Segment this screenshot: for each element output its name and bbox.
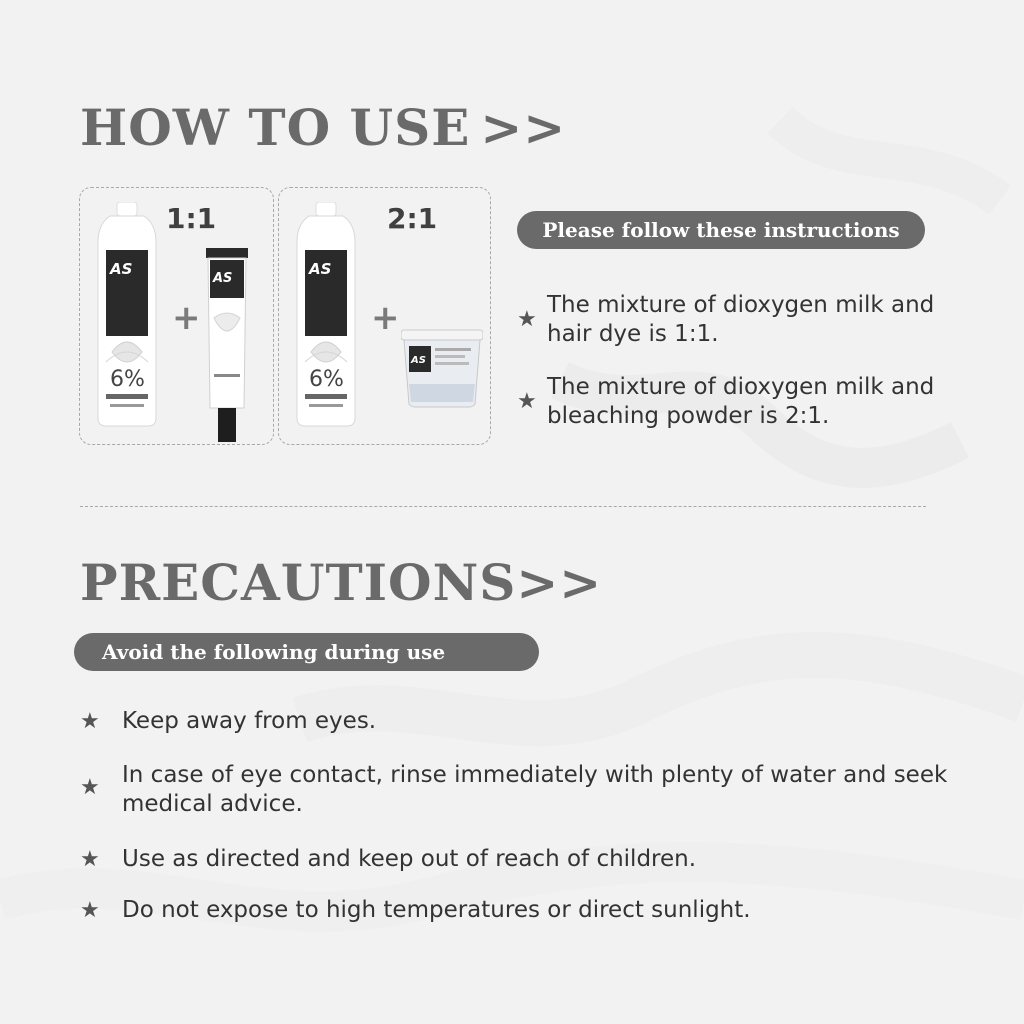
svg-text:AS: AS [411, 355, 426, 366]
hair-dye-tube-image [204, 248, 250, 442]
ratio-panel-1-1 [79, 187, 274, 445]
bottle-percent-label: 6% [309, 367, 344, 392]
how-to-use-title: HOW TO USE [80, 98, 471, 157]
instruction-text: The mixture of dioxygen milk and bleaching powder is 2:1. [547, 374, 935, 429]
svg-text:AS: AS [110, 260, 133, 278]
list-item [80, 707, 960, 736]
developer-bottle-image [291, 202, 361, 428]
star-icon: ★ [80, 709, 100, 734]
section-divider [80, 506, 926, 507]
how-to-use-suffix: >> [480, 98, 567, 157]
list-item [517, 373, 957, 431]
star-icon: ★ [517, 307, 537, 332]
star-icon: ★ [80, 775, 100, 800]
plus-sign: + [371, 298, 400, 338]
bottle-percent-label: 6% [110, 367, 145, 392]
ratio-label-1-1: 1:1 [166, 202, 217, 235]
list-item [517, 291, 957, 349]
ratio-label-2-1: 2:1 [387, 202, 438, 235]
precaution-text: In case of eye contact, rinse immediately with plenty of water and seek medical advice. [122, 762, 948, 817]
instruction-text: The mixture of dioxygen milk and hair dye is 1:1. [547, 292, 935, 347]
developer-bottle-image [92, 202, 162, 428]
ratio-panel-2-1 [278, 187, 491, 445]
precaution-text: Use as directed and keep out of reach of children. [122, 846, 697, 872]
svg-text:AS: AS [213, 271, 233, 286]
svg-text:AS: AS [309, 260, 332, 278]
precautions-heading: PRECAUTIONS>> [80, 553, 603, 612]
list-item [80, 761, 960, 819]
precautions-pill: Avoid the following during use [74, 633, 539, 671]
bleaching-powder-tub-image [401, 328, 483, 408]
star-icon: ★ [517, 389, 537, 414]
list-item [80, 896, 960, 925]
how-to-use-heading [80, 98, 566, 157]
list-item [80, 845, 960, 874]
star-icon: ★ [80, 898, 100, 923]
plus-sign: + [172, 298, 201, 338]
precaution-text: Do not expose to high temperatures or direct sunlight. [122, 897, 751, 923]
precaution-text: Keep away from eyes. [122, 708, 377, 734]
star-icon: ★ [80, 847, 100, 872]
instructions-pill: Please follow these instructions [517, 211, 925, 249]
